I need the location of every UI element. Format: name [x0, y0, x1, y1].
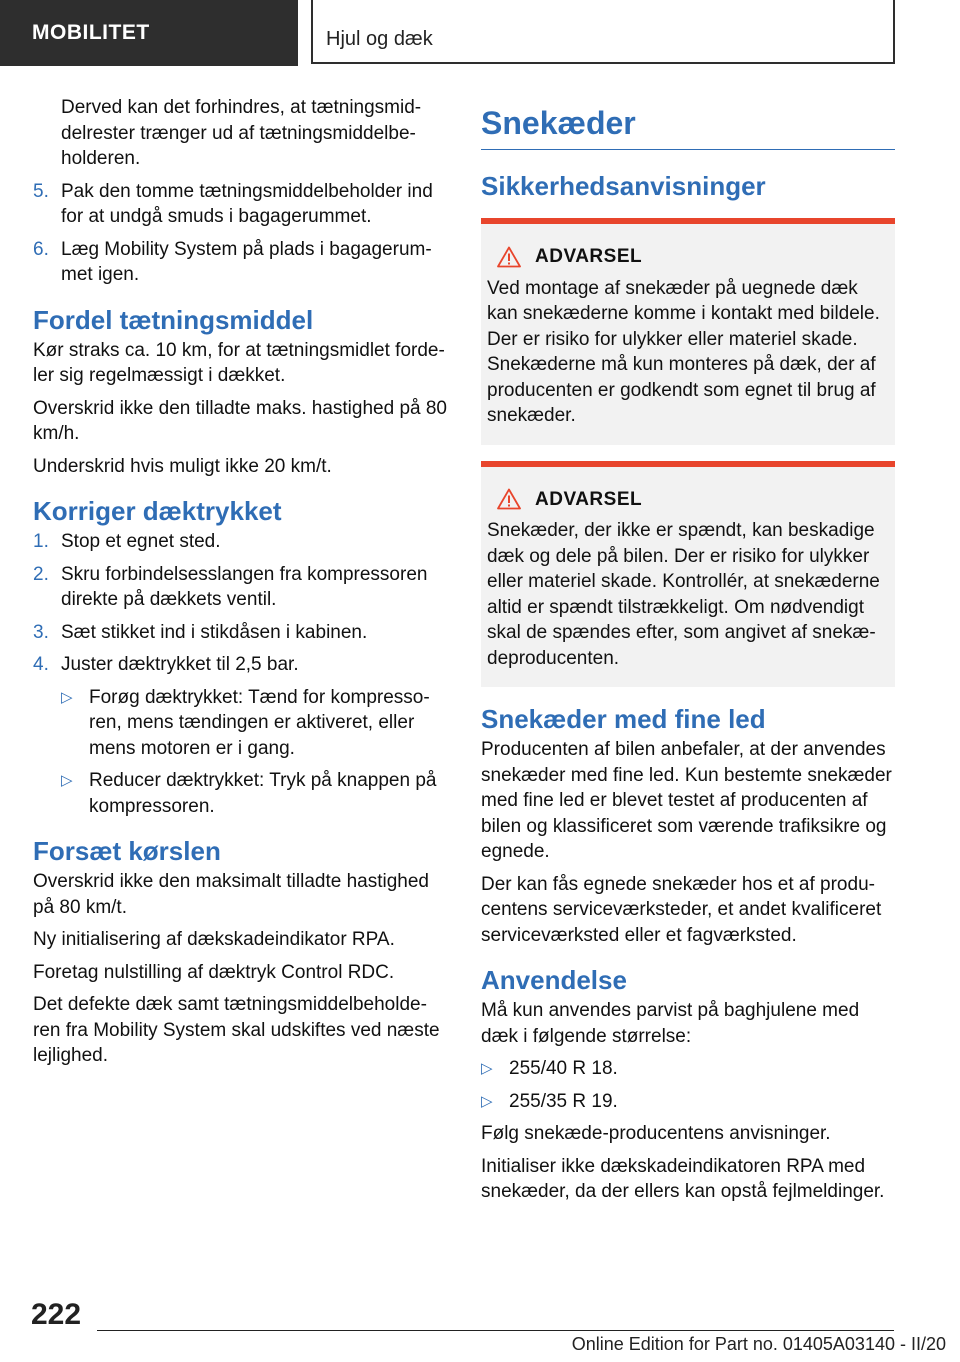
fortsaet-paragraph-2: Ny initialisering af dækskadeindikator RPA.	[33, 929, 395, 950]
section-title: MOBILITET	[0, 0, 298, 66]
intro-paragraph: Derved kan det forhindres, at tætningsmiddelrester trænger ud af tætningsmiddelbeholderen.	[61, 97, 422, 169]
step-number: 3.	[33, 621, 49, 643]
chapter-title: Hjul og dæk	[311, 0, 895, 64]
edition-text: Online Edition for Part no. 01405A03140 - II/20	[571, 1334, 946, 1354]
step-text: Stop et egnet sted.	[61, 531, 221, 552]
step-number: 1.	[33, 531, 49, 552]
heading-fine-led: Snekæder med fine led	[481, 704, 766, 734]
warning-text: Ved montage af snekæder på uegnede dæk kan snekæderne komme i kontakt med bildele. Der er risiko for ulykker eller materiel skade. Snekæderne må kun monteres på dæk, der af producenten er godkendt som egnet til brug af snekæder.	[487, 277, 880, 426]
warning-triangle-icon	[497, 246, 521, 268]
triangle-right-icon: ▷	[61, 772, 73, 789]
bullet-item	[481, 1089, 895, 1115]
fordel-paragraph-3: Underskrid hvis muligt ikke 20 km/t.	[33, 455, 332, 477]
heading-sikkerhed: Sikkerhedsanvisninger	[481, 171, 766, 201]
step-number: 6.	[33, 238, 49, 260]
page-number: 222	[31, 1298, 82, 1331]
triangle-right-icon: ▷	[481, 1060, 493, 1077]
anvendelse-paragraph-3: Initialiser ikke dækskadeindikatoren RPA med snekæder, da der ellers kan opstå fejlmeldinger.	[481, 1155, 885, 1202]
heading-snekaeder: Snekæder	[481, 103, 895, 150]
warning-header	[487, 487, 887, 513]
step-item	[33, 562, 448, 613]
step-item	[33, 652, 448, 678]
step-item	[33, 237, 448, 288]
tire-size-list	[481, 1056, 895, 1114]
fine-led-paragraph-2: Der kan fås egnede snekæder hos et af producentens serviceværksteder, et andet kvalificeret serviceværksted eller et fagværksted.	[481, 873, 882, 946]
bullet-item	[61, 768, 448, 819]
step-number: 5.	[33, 180, 49, 202]
step-text: Pak den tomme tætningsmiddelbeholder ind for at undgå smuds i bagagerummet.	[61, 180, 433, 227]
warning-triangle-icon	[497, 488, 521, 510]
bullet-text: Reducer dæktrykket: Tryk på knappen på kompressoren.	[89, 770, 437, 817]
warning-title: ADVARSEL	[535, 246, 643, 267]
triangle-right-icon: ▷	[481, 1092, 493, 1110]
heading-fordel: Fordel tætningsmiddel	[33, 304, 314, 335]
fordel-paragraph-1: Kør straks ca. 10 km, for at tætningsmidlet fordeler sig regelmæssigt i dækket.	[33, 339, 445, 386]
right-column	[481, 95, 895, 1212]
step-number: 2.	[33, 563, 49, 585]
anvendelse-paragraph-2: Følg snekæde-producentens anvisninger.	[481, 1123, 831, 1144]
heading-anvendelse: Anvendelse	[481, 965, 627, 995]
fortsaet-paragraph-4: Det defekte dæk samt tætningsmiddelbeholderen fra Mobility System skal udskiftes ved næste lejlighed.	[33, 994, 440, 1066]
warning-box-2	[481, 461, 895, 688]
warning-title: ADVARSEL	[535, 488, 643, 510]
step-text: Sæt stikket ind i stikdåsen i kabinen.	[61, 621, 368, 643]
anvendelse-paragraph-1: Må kun anvendes parvist på baghjulene med dæk i følgende størrelse:	[481, 1000, 860, 1047]
warning-box-1	[481, 218, 895, 445]
step-item	[33, 179, 448, 230]
heading-korriger: Korriger dæktrykket	[33, 496, 282, 526]
sub-bullet-list	[61, 685, 448, 820]
steps-list-b	[33, 529, 448, 678]
step-item	[33, 529, 448, 555]
footer-divider	[97, 1330, 894, 1331]
bullet-item	[481, 1056, 895, 1082]
steps-list-a	[33, 179, 448, 288]
bullet-text: Forøg dæktrykket: Tænd for kompressoren, mens tændingen er aktiveret, eller mens motoren er i gang.	[89, 686, 430, 759]
step-text: Juster dæktrykket til 2,5 bar.	[61, 654, 299, 675]
left-column	[33, 95, 448, 1076]
step-item	[33, 620, 448, 646]
warning-text: Snekæder, der ikke er spændt, kan beskadige dæk og dele på bilen. Der er risiko for ulykker eller materiel skade. Kontrollér, at snekæderne altid er spændt tilstrækkeligt. Om nødvendigt skal de spændes efter, som angivet af snekædeproducenten.	[487, 520, 880, 669]
heading-fortsaet: Forsæt kørslen	[33, 836, 221, 866]
triangle-right-icon: ▷	[61, 688, 73, 706]
page-header	[0, 0, 960, 66]
bullet-item	[61, 685, 448, 762]
step-text: Læg Mobility System på plads i bagagerummet igen.	[61, 238, 432, 285]
fortsaet-paragraph-3: Foretag nulstilling af dæktryk Control RDC.	[33, 961, 395, 983]
fine-led-paragraph-1: Producenten af bilen anbefaler, at der anvendes snekæder med fine led. Kun bestemte snekæder med fine led er blevet testet af producenten af bilen og klassificeret som værende trafiksikre og egnede.	[481, 739, 892, 862]
warning-header	[487, 244, 887, 270]
step-number: 4.	[33, 654, 49, 675]
bullet-text: 255/35 R 19.	[509, 1090, 618, 1112]
fortsaet-paragraph-1: Overskrid ikke den maksimalt tilladte hastighed på 80 km/t.	[33, 871, 430, 918]
bullet-text: 255/40 R 18.	[509, 1058, 618, 1079]
step-text: Skru forbindelsesslangen fra kompressoren direkte på dækkets ventil.	[61, 563, 428, 610]
fordel-paragraph-2: Overskrid ikke den tilladte maks. hastighed på 80 km/h.	[33, 397, 447, 444]
